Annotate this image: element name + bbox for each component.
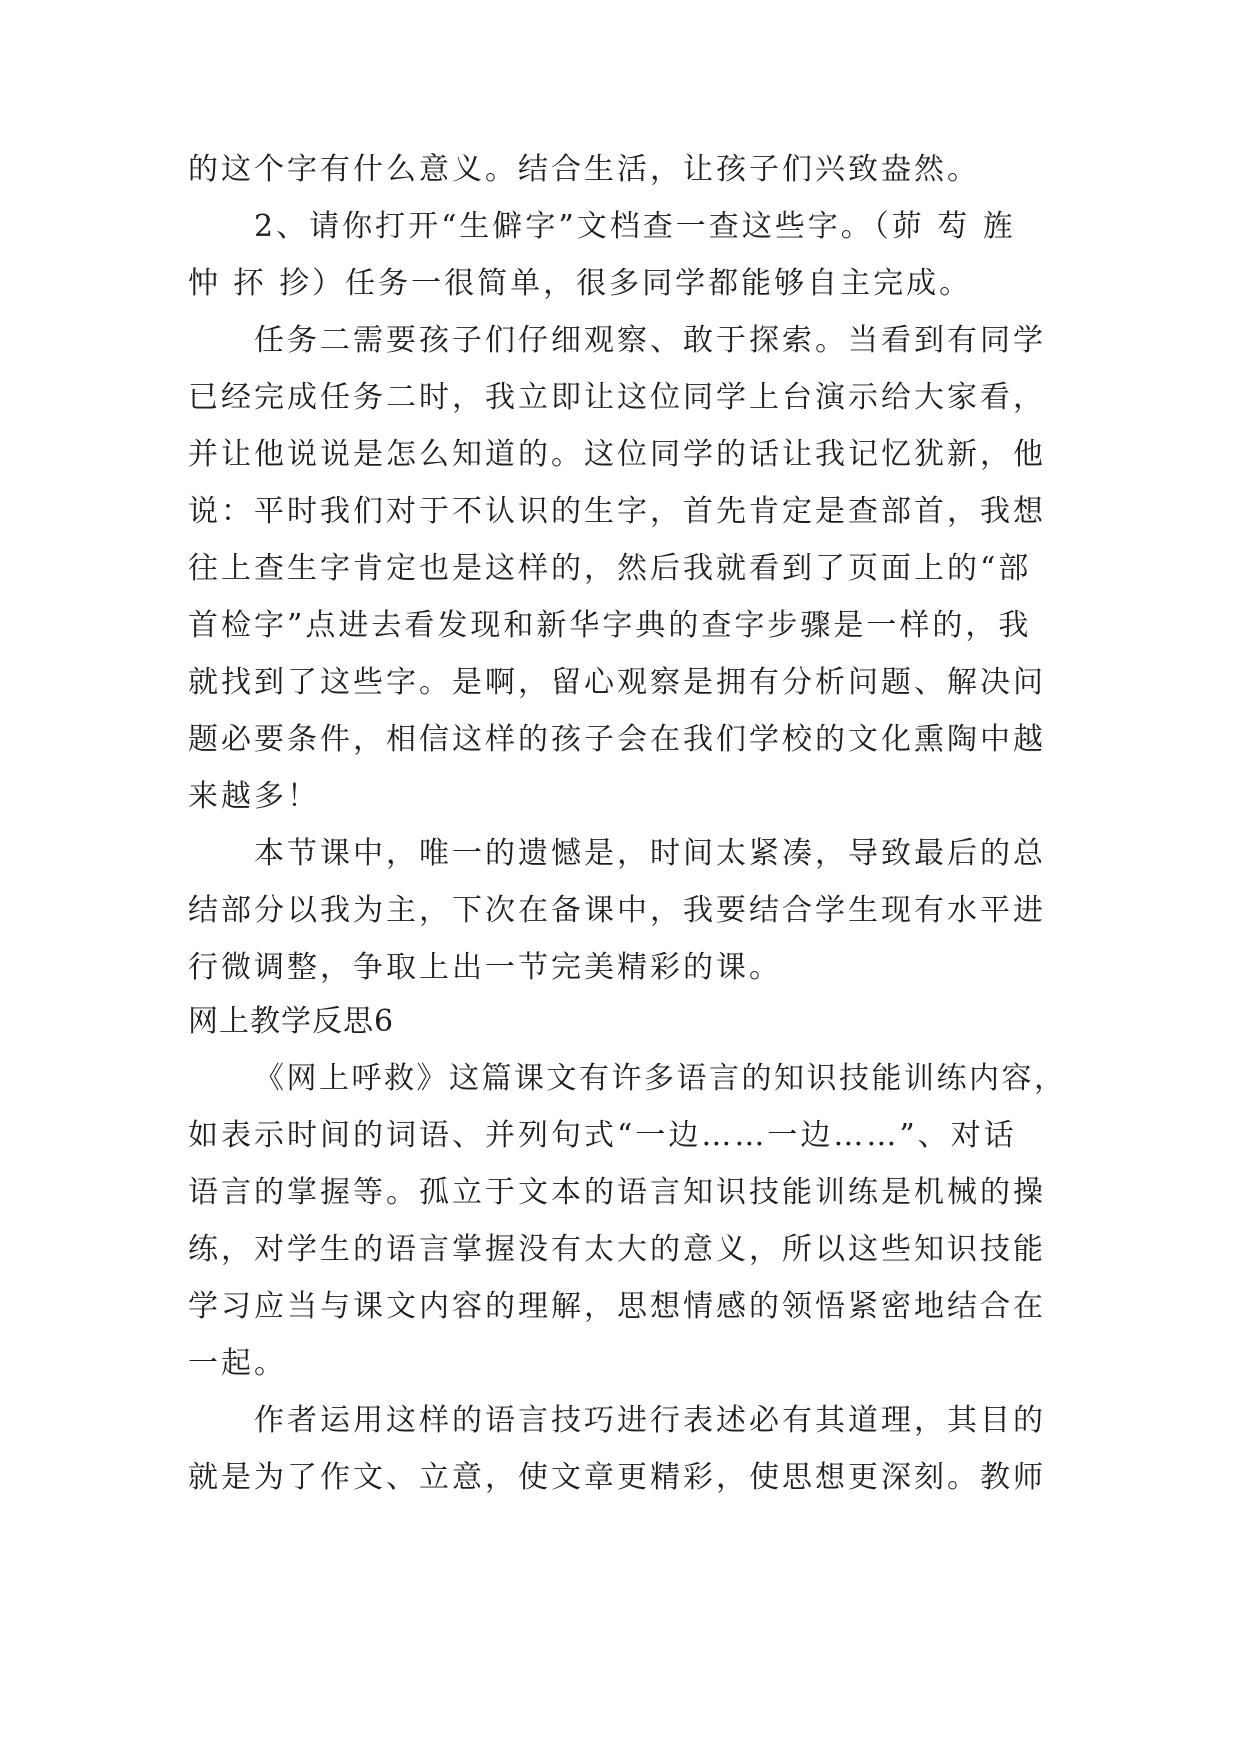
text-line: 就是为了作文、立意，使文章更精彩，使思想更深刻。教师 [188,1460,1046,1495]
text-line: 作者运用这样的语言技巧进行表述必有其道理，其目的 [254,1403,1046,1438]
text-line: 就找到了这些字。是啊，留心观察是拥有分析问题、解决问 [188,665,1046,700]
text-line: 的这个字有什么意义。结合生活，让孩子们兴致盎然。 [188,152,980,187]
text-line: 学习应当与课文内容的理解，思想情感的领悟紧密地结合在 [188,1289,1046,1324]
text-line: 一起。 [188,1346,287,1381]
text-line: 并让他说说是怎么知道的。这位同学的话让我记忆犹新，他 [188,437,1046,472]
text-line: 如表示时间的词语、并列句式“一边……一边……”、对话 [188,1118,1017,1153]
text-line: 语言的掌握等。孤立于文本的语言知识技能训练是机械的操 [188,1175,1046,1210]
text-line: 已经完成任务二时，我立即让这位同学上台演示给大家看， [188,380,1046,415]
text-line: 忡 抔 抮）任务一很简单，很多同学都能够自主完成。 [188,266,973,301]
text-line: 《网上呼救》这篇课文有许多语言的知识技能训练内容， [254,1061,1067,1096]
text-line: 说：平时我们对于不认识的生字，首先肯定是查部首，我想 [188,494,1046,529]
text-line: 首检字”点进去看发现和新华字典的查字步骤是一样的，我 [188,608,1032,643]
text-line: 来越多！ [188,779,320,814]
text-line: 行微调整，争取上出一节完美精彩的课。 [188,950,782,985]
text-line: 结部分以我为主，下次在备课中，我要结合学生现有水平进 [188,893,1046,928]
text-line: 练，对学生的语言掌握没有太大的意义，所以这些知识技能 [188,1232,1046,1267]
text-line: 往上查生字肯定也是这样的，然后我就看到了页面上的“部 [188,551,1032,586]
section-heading: 网上教学反思6 [188,1004,395,1039]
text-line: 2、请你打开“生僻字”文档查一查这些字。（茆 芶 旌 [254,209,1016,244]
text-line: 任务二需要孩子们仔细观察、敢于探索。当看到有同学 [254,323,1046,358]
text-line: 题必要条件，相信这样的孩子会在我们学校的文化熏陶中越 [188,722,1046,757]
text-line: 本节课中，唯一的遗憾是，时间太紧凑，导致最后的总 [254,836,1046,871]
